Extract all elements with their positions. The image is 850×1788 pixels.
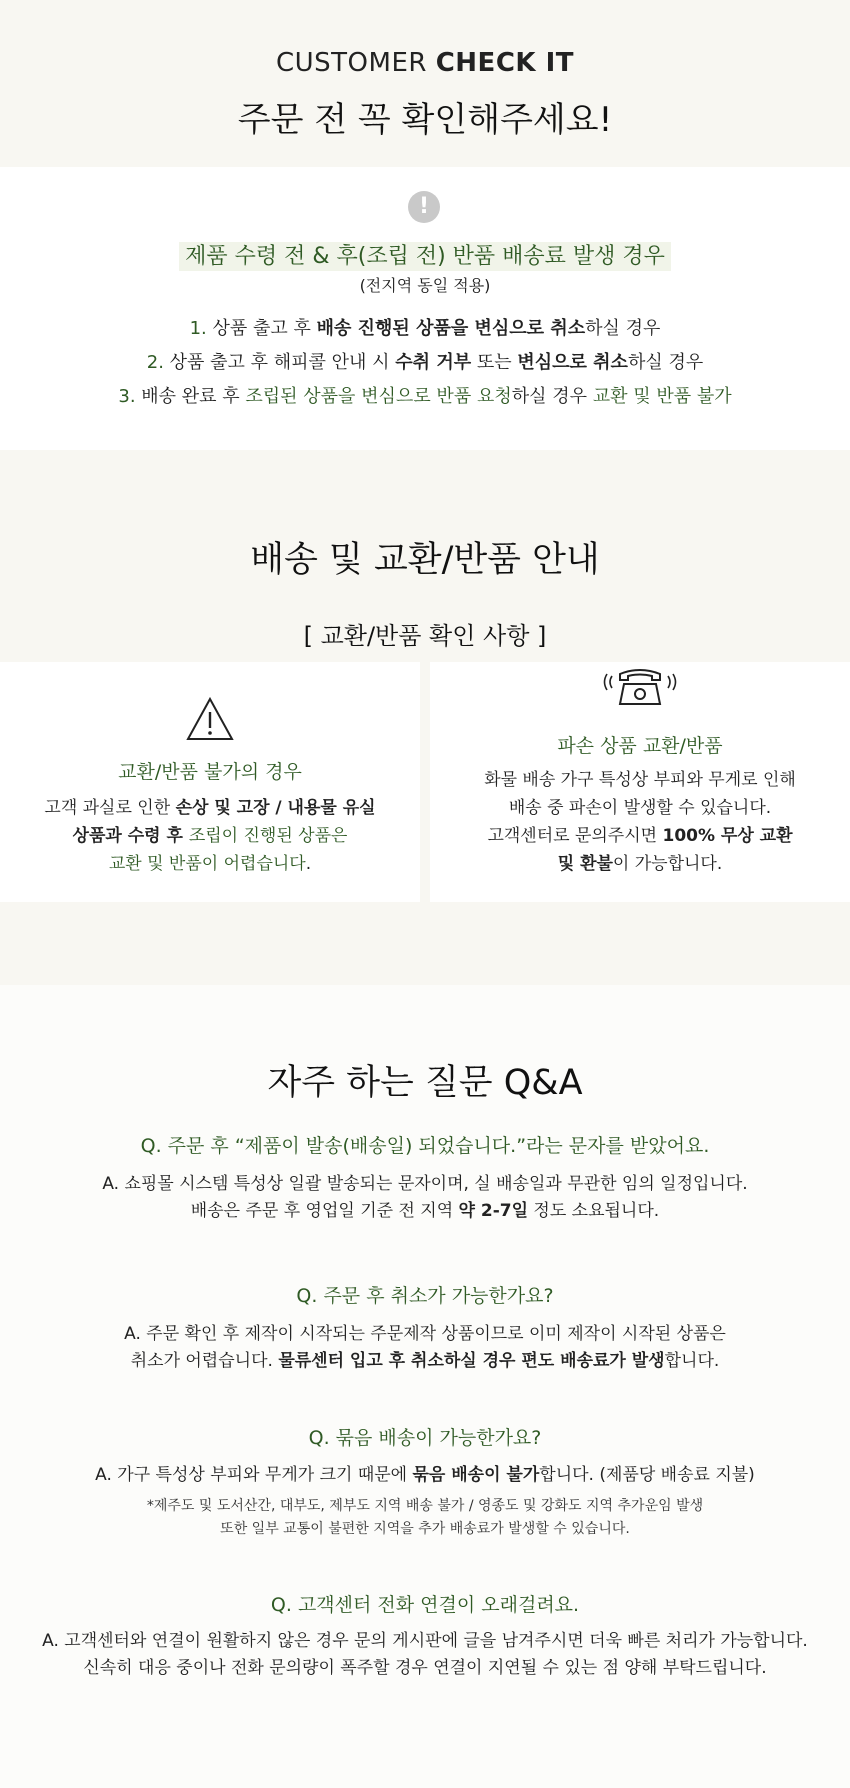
faq-section [0, 985, 850, 1788]
faq-answer-1: A. 쇼핑몰 시스템 특성상 일괄 발송되는 문자이며, 실 배송일과 무관한 임의 일정입니다. 배송은 주문 후 영업일 기준 전 지역 약 2-7일 정도 소요됩니다. [102, 1174, 748, 1221]
exclamation-circle-icon: ! [408, 191, 440, 223]
warning-triangle-icon [186, 696, 234, 742]
damaged-product-text: 화물 배송 가구 특성상 부피와 무게로 인해 배송 중 파손이 발생할 수 있습니다. 고객센터로 문의주시면 100% 무상 교환 및 환불이 가능합니다. [484, 770, 796, 874]
faq-answer-3: A. 가구 특성상 부피와 무게가 크기 때문에 묶음 배송이 불가합니다. (제품당 배송료 지불) [95, 1465, 755, 1485]
telephone-icon [602, 664, 678, 710]
faq-answer-3-note: *제주도 및 도서산간, 대부도, 제부도 지역 배송 불가 / 영종도 및 강화도 지역 추가운임 발생 또한 일부 교통이 불편한 지역을 추가 배송료가 발생할 수 있습니다. [146, 1498, 704, 1537]
damaged-product-card [430, 662, 850, 902]
faq-question-1: Q. 주문 후 “제품이 발송(배송일) 되었습니다.”라는 문자를 받았어요. [140, 1135, 710, 1157]
damaged-product-title: 파손 상품 교환/반품 [557, 735, 723, 757]
return-fee-notice [0, 167, 850, 450]
faq-answer-2: A. 주문 확인 후 제작이 시작되는 주문제작 상품이므로 이미 제작이 시작된 상품은 취소가 어렵습니다. 물류센터 입고 후 취소하실 경우 편도 배송료가 발생합니다. [124, 1324, 726, 1371]
delivery-exchange-section [0, 450, 850, 985]
notice-item-1: 1. 상품 출고 후 배송 진행된 상품을 변심으로 취소하실 경우 [189, 318, 661, 339]
no-return-text: 고객 과실로 인한 손상 및 고장 / 내용물 유실 상품과 수령 후 조립이 진행된 상품은 교환 및 반품이 어렵습니다. [44, 798, 376, 874]
faq-answer-4: A. 고객센터와 연결이 원활하지 않은 경우 문의 게시판에 글을 남겨주시면 더욱 빠른 처리가 가능합니다. 신속히 대응 중이나 전화 문의량이 폭주할 경우 연결이 지연될 수 있는 점 양해 부탁드립니다. [42, 1631, 808, 1678]
exchange-check-subtitle: [ 교환/반품 확인 사항 ] [303, 622, 547, 650]
faq-question-4: Q. 고객센터 전화 연결이 오래걸려요. [270, 1594, 580, 1616]
delivery-title: 배송 및 교환/반품 안내 [250, 540, 600, 580]
notice-item-3: 3. 배송 완료 후 조립된 상품을 변심으로 반품 요청하실 경우 교환 및 반품 불가 [118, 386, 732, 407]
header-eng-light: CUSTOMER [275, 48, 436, 78]
notice-item-2: 2. 상품 출고 후 해피콜 안내 시 수취 거부 또는 변심으로 취소하실 경우 [146, 352, 704, 373]
header-english-title [0, 48, 850, 78]
header-korean-title: 주문 전 꼭 확인해주세요! [237, 100, 613, 140]
no-return-card [0, 662, 420, 902]
no-return-title: 교환/반품 불가의 경우 [118, 761, 302, 783]
header-eng-strong: CHECK IT [435, 48, 575, 78]
faq-question-3: Q. 묶음 배송이 가능한가요? [308, 1427, 542, 1449]
faq-title: 자주 하는 질문 Q&A [267, 1063, 583, 1103]
notice-subtitle: (전지역 동일 적용) [359, 276, 491, 295]
customer-check-header [0, 0, 850, 167]
notice-title: 제품 수령 전 & 후(조립 전) 반품 배송료 발생 경우 [0, 239, 850, 270]
faq-question-2: Q. 주문 후 취소가 가능한가요? [296, 1285, 554, 1307]
